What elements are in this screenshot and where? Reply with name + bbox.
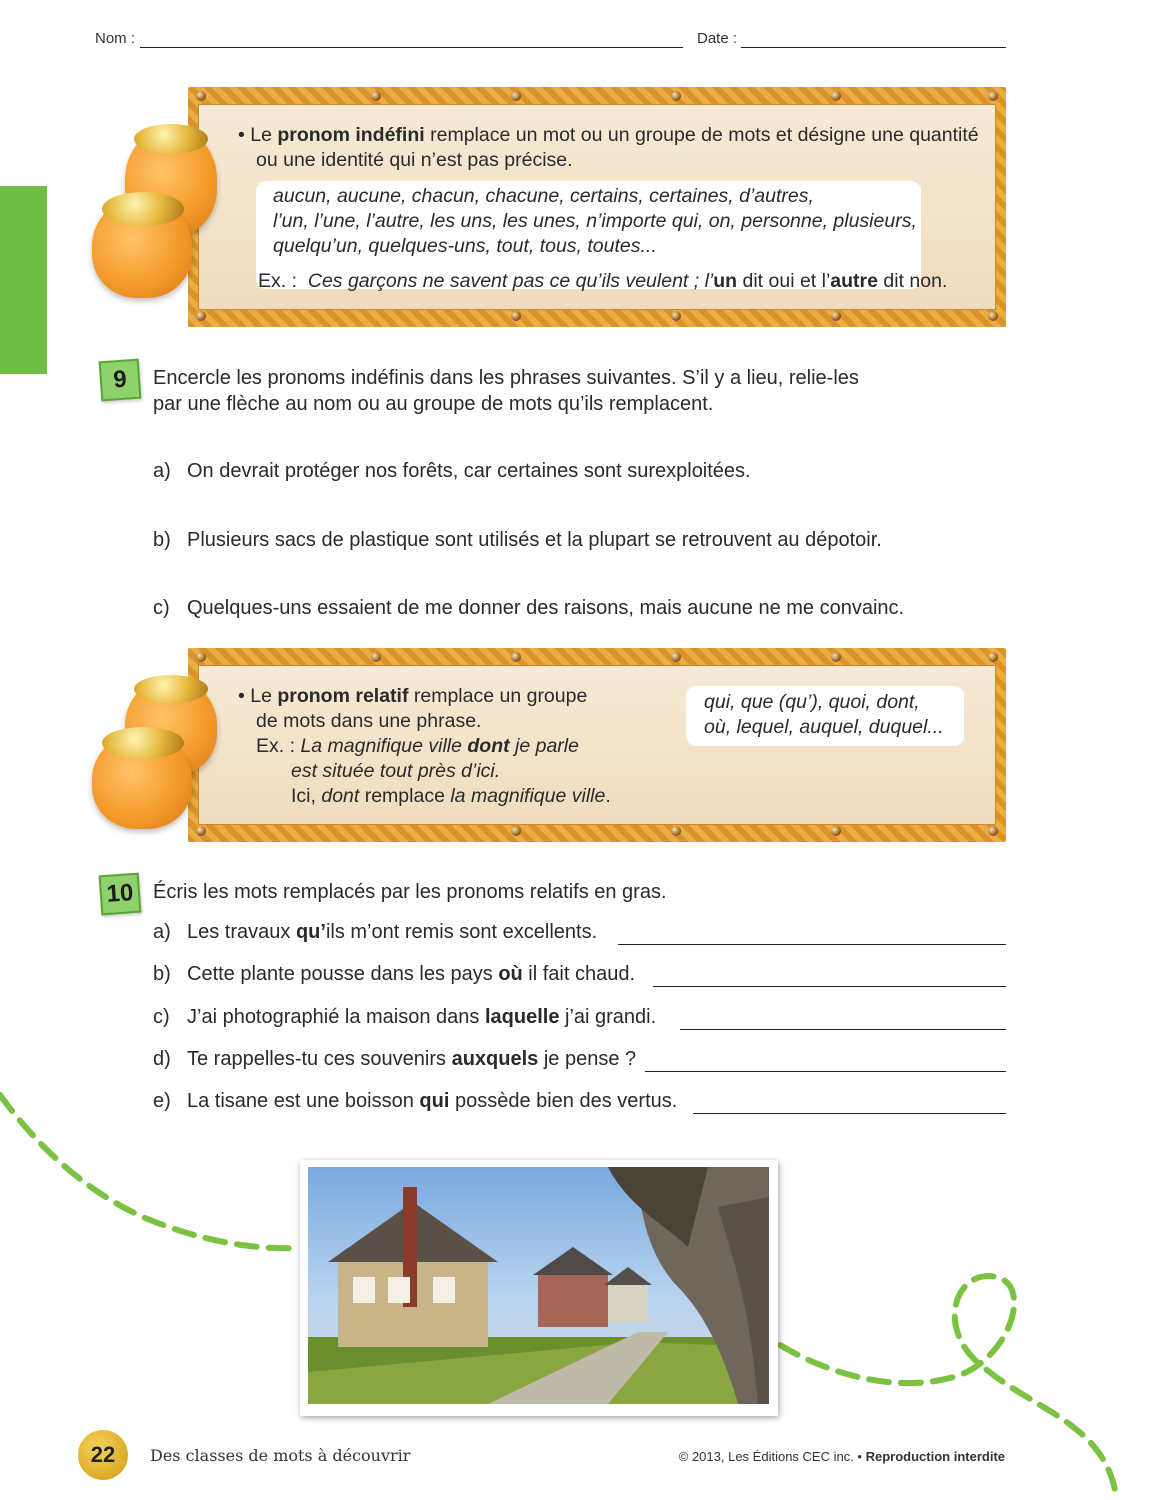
footer-title: Des classes de mots à découvrir: [150, 1446, 411, 1465]
answer-line-a[interactable]: [618, 944, 1006, 945]
indefinite-pronoun-list: aucun, aucune, chacun, chacune, certains, certaines, d’autres, l’un, l’une, l’autre, les uns, les unes, n’importe qui, on, personne, plusieurs, quelqu’un, quelques-uns, tout, tous, toutes...: [256, 181, 921, 289]
exercise-10-item-d: Te rappelles-tu ces souvenirs auxquels je pense ?: [187, 1048, 637, 1070]
exercise-10-item-letter: b): [153, 963, 171, 985]
coin-bags-image: [92, 665, 232, 835]
name-label: Nom :: [95, 30, 136, 47]
house-photo-illustration: [308, 1167, 769, 1404]
answer-line-d[interactable]: [645, 1071, 1006, 1072]
example-indefinite: Ex. : Ces garçons ne savent pas ce qu’ils veulent ; l’un dit oui et l’autre dit non.: [258, 270, 948, 292]
house-photo: [300, 1160, 778, 1416]
exercise-10-item-a: Les travaux qu’ils m’ont remis sont excellents.: [187, 921, 598, 943]
relative-pronoun-list: qui, que (qu’), quoi, dont, où, lequel, auquel, duquel...: [686, 686, 964, 746]
exercise-9-number: 9: [99, 359, 142, 402]
exercise-10-item-letter: c): [153, 1006, 170, 1028]
side-tab: [0, 186, 47, 374]
exercise-9-item-a[interactable]: On devrait protéger nos forêts, car certaines sont surexploitées.: [187, 460, 751, 482]
exercise-10-item-e: La tisane est une boisson qui possède bien des vertus.: [187, 1090, 678, 1112]
page-number: 22: [78, 1430, 128, 1480]
exercise-10-item-c: J’ai photographié la maison dans laquelle j’ai grandi.: [187, 1006, 657, 1028]
exercise-10-item-letter: d): [153, 1048, 171, 1070]
dashed-curve-left: [0, 1095, 300, 1248]
exercise-10-number: 10: [99, 873, 142, 916]
rule-indefinite: • Le pronom indéfini remplace un mot ou un groupe de mots et désigne une quantité ou une identité qui n’est pas précise.: [238, 124, 979, 171]
rule-relative: • Le pronom relatif remplace un groupe de mots dans une phrase. Ex. : La magnifique ville dont je parle est située tout près d’ici. Ici, dont remplace la magnifique ville.: [238, 685, 611, 807]
exercise-9-item-letter: a): [153, 460, 171, 482]
footer-copyright: © 2013, Les Éditions CEC inc. • Reproduction interdite: [678, 1449, 1005, 1464]
answer-line-e[interactable]: [693, 1113, 1006, 1114]
name-field-line[interactable]: [140, 47, 683, 48]
exercise-9-item-letter: b): [153, 529, 171, 551]
exercise-9-item-letter: c): [153, 597, 170, 619]
exercise-10-item-letter: a): [153, 921, 171, 943]
answer-line-c[interactable]: [680, 1029, 1006, 1030]
date-label: Date :: [697, 30, 738, 47]
answer-line-b[interactable]: [653, 986, 1006, 987]
exercise-9-instruction: Encercle les pronoms indéfinis dans les phrases suivantes. S’il y a lieu, relie-les par une flèche au nom ou au groupe de mots qu’ils remplacent.: [153, 367, 859, 415]
exercise-10-instruction: Écris les mots remplacés par les pronoms relatifs en gras.: [153, 881, 667, 903]
exercise-10-item-b: Cette plante pousse dans les pays où il fait chaud.: [187, 963, 636, 985]
exercise-9-item-c[interactable]: Quelques-uns essaient de me donner des raisons, mais aucune ne me convainc.: [187, 597, 905, 619]
exercise-10-item-letter: e): [153, 1090, 171, 1112]
date-field-line[interactable]: [741, 47, 1006, 48]
coin-bags-image: [92, 110, 232, 300]
exercise-9-item-b[interactable]: Plusieurs sacs de plastique sont utilisés et la plupart se retrouvent au dépotoir.: [187, 529, 882, 551]
